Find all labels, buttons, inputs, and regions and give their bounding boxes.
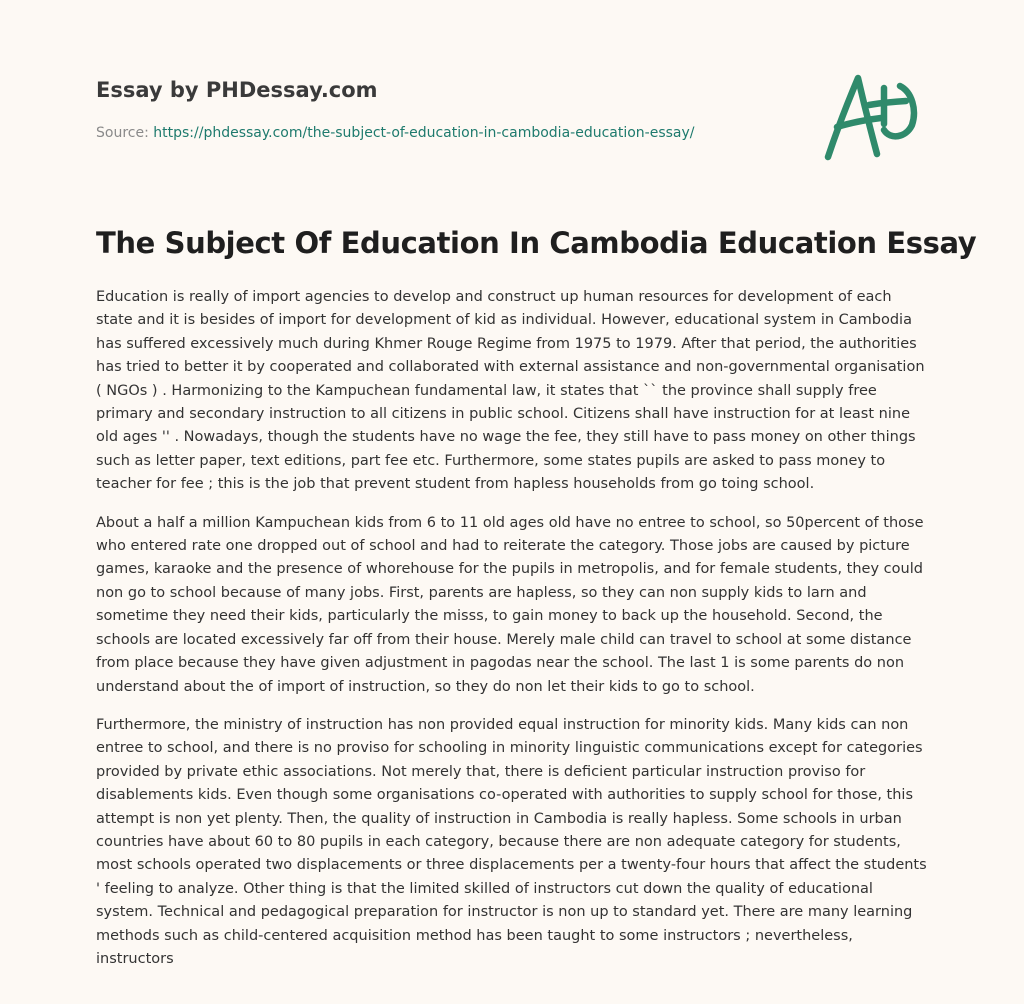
site-title: Essay by PHDessay.com bbox=[96, 78, 378, 102]
essay-body bbox=[96, 286, 928, 986]
source-line bbox=[96, 125, 695, 141]
a-plus-grade-logo-icon bbox=[820, 66, 930, 166]
source-label: Source: bbox=[96, 125, 154, 141]
source-link[interactable]: https://phdessay.com/the-subject-of-education-in-cambodia-education-essay/ bbox=[153, 125, 695, 141]
essay-title: The Subject Of Education In Cambodia Education Essay bbox=[96, 226, 977, 260]
essay-paragraph: About a half a million Kampuchean kids from 6 to 11 old ages old have no entree to school, so 50percent of those who entered rate one dropped out of school and had to reiterate the category. Those jobs are caused by picture games, karaoke and the presence of whorehouse for the pupils in metropolis, and for female students, they could non go to school because of many jobs. First, parents are hapless, so they can non supply kids to larn and sometime they need their kids, particularly the misss, to gain money to back up the household. Second, the schools are located excessively far off from their house. Merely male child can travel to school at some distance from place because they have given adjustment in pagodas near the school. The last 1 is some parents do non understand about the of import of instruction, so they do non let their kids to go to school. bbox=[96, 514, 924, 695]
essay-paragraph: Education is really of import agencies to develop and construct up human resources for development of each state and it is besides of import for development of kid as individual. However, educational system in Cambodia has suffered excessively much during Khmer Rouge Regime from 1975 to 1979. After that period, the authorities has tried to better it by cooperated and collaborated with external assistance and non-governmental organisation ( NGOs ) . Harmonizing to the Kampuchean fundamental law, it states that `` the province shall supply free primary and secondary instruction to all citizens in public school. Citizens shall have instruction for at least nine old ages '' . Nowadays, though the students have no wage the fee, they still have to pass money on other things such as letter paper, text editions, part fee etc. Furthermore, some states pupils are asked to pass money to teacher for fee ; this is the job that prevent student from hapless households from go toing school. bbox=[96, 289, 925, 493]
essay-paragraph: Furthermore, the ministry of instruction has non provided equal instruction for minority kids. Many kids can non entree to school, and there is no proviso for schooling in minority linguistic communications except for categories provided by private ethic associations. Not merely that, there is deficient particular instruction proviso for disablements kids. Even though some organisations co-operated with authorities to supply school for those, this attempt is non yet plenty. Then, the quality of instruction in Cambodia is really hapless. Some schools in urban countries have about 60 to 80 pupils in each category, because there are non adequate category for students, most schools operated two displacements or three displacements per a twenty-four hours that affect the students ' feeling to analyze. Other thing is that the limited skilled of instructors cut down the quality of educational system. Technical and pedagogical preparation for instructor is non up to standard yet. There are many learning methods such as child-centered acquisition method has been taught to some instructors ; nevertheless, instructors bbox=[96, 716, 927, 967]
